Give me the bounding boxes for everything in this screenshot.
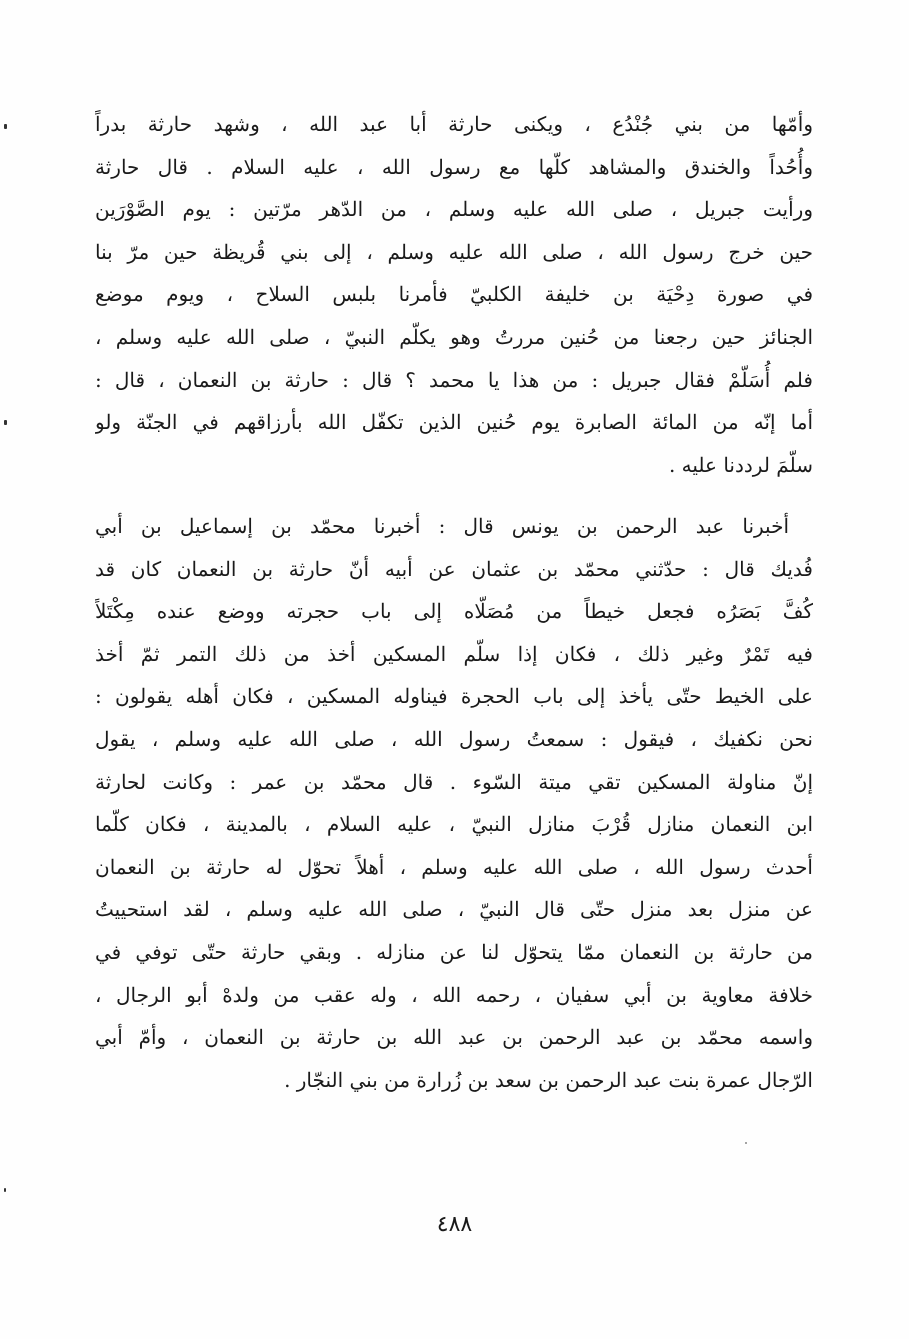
- text-line: ورأيت جبريل ، صلى الله عليه وسلم ، من الدّهر مرّتين : يوم الصَّوْرَين: [95, 197, 813, 222]
- paragraph-2: [95, 505, 813, 1101]
- text-line: على الخيط حتّى يأخذ إلى باب الحجرة فيناوله المسكين ، فكان أهله يقولون :: [95, 684, 813, 709]
- text-line: فيه تَمْرٌ وغير ذلك ، فكان إذا سلّم المسكين أخذ من ذلك التمر ثمّ أخذ: [95, 641, 813, 666]
- scan-speck: [4, 124, 7, 129]
- scan-speck: [745, 1142, 747, 1144]
- text-line: وأُحُداً والخندق والمشاهد كلّها مع رسول الله ، عليه السلام . قال حارثة: [95, 154, 813, 179]
- paragraph-1: [95, 103, 813, 486]
- text-line: أحدث رسول الله ، صلى الله عليه وسلم ، أهلاً تحوّل له حارثة بن النعمان: [95, 854, 813, 879]
- scan-speck: [4, 420, 7, 425]
- text-line: كُفَّ بَصَرُه فجعل خيطاً من مُصَلّاه إلى باب حجرته ووضع عنده مِكْتَلاً: [95, 599, 813, 624]
- text-line: حين خرج رسول الله ، صلى الله عليه وسلم ، إلى بني قُريظة حين مرّ بنا: [95, 239, 813, 264]
- text-line: في صورة دِحْيَة بن خليفة الكلبيّ فأمرنا بلبس السلاح ، ويوم موضع: [95, 282, 813, 307]
- text-line: وأمّها من بني جُنْدُع ، ويكنى حارثة أبا عبد الله ، وشهد حارثة بدراً: [95, 112, 813, 136]
- text-line: أما إنّه من المائة الصابرة يوم حُنين الذين تكفّل الله بأرزاقهم في الجنّة ولو: [95, 410, 813, 435]
- text-line: خلافة معاوية بن أبي سفيان ، رحمه الله ، وله عقب من ولدهْ أبو الرجال ،: [95, 982, 813, 1007]
- text-line: نحن نكفيك ، فيقول : سمعتُ رسول الله ، صلى الله عليه وسلم ، يقول: [95, 726, 813, 751]
- text-line: إنّ مناولة المسكين تقي ميتة السّوء . قال محمّد بن عمر : وكانت لحارثة: [95, 769, 813, 794]
- text-line: من حارثة بن النعمان ممّا يتحوّل لنا عن منازله . وبقي حارثة حتّى توفي في: [95, 939, 813, 964]
- text-line: فلم أُسَلّمْ فقال جبريل : من هذا يا محمد ؟ قال : حارثة بن النعمان ، قال :: [95, 367, 813, 392]
- text-line: سلّمَ لرددنا عليه .: [668, 452, 813, 477]
- page-number: ٤٨٨: [436, 1212, 473, 1237]
- scan-speck: [4, 1188, 6, 1192]
- text-line: عن منزل بعد منزل حتّى قال النبيّ ، صلى الله عليه وسلم ، لقد استحييتُ: [95, 897, 813, 922]
- text-line: واسمه محمّد بن عبد الرحمن بن عبد الله بن حارثة بن النعمان ، وأمّ أبي: [95, 1025, 813, 1050]
- text-line: الرّجال عمرة بنت عبد الرحمن بن سعد بن زُرارة من بني النجّار .: [284, 1067, 813, 1092]
- text-line: ابن النعمان منازل قُرْبَ منازل النبيّ ، عليه السلام ، بالمدينة ، فكان كلّما: [95, 812, 813, 837]
- text-line: الجنائز حين رجعنا من حُنين مررتُ وهو يكلّم النبيّ ، صلى الله عليه وسلم ،: [95, 324, 813, 349]
- text-line: فُديك قال : حدّثني محمّد بن عثمان عن أبيه أنّ حارثة بن النعمان كان قد: [95, 556, 813, 581]
- text-line: أخبرنا عبد الرحمن بن يونس قال : أخبرنا محمّد بن إسماعيل بن أبي: [95, 514, 789, 538]
